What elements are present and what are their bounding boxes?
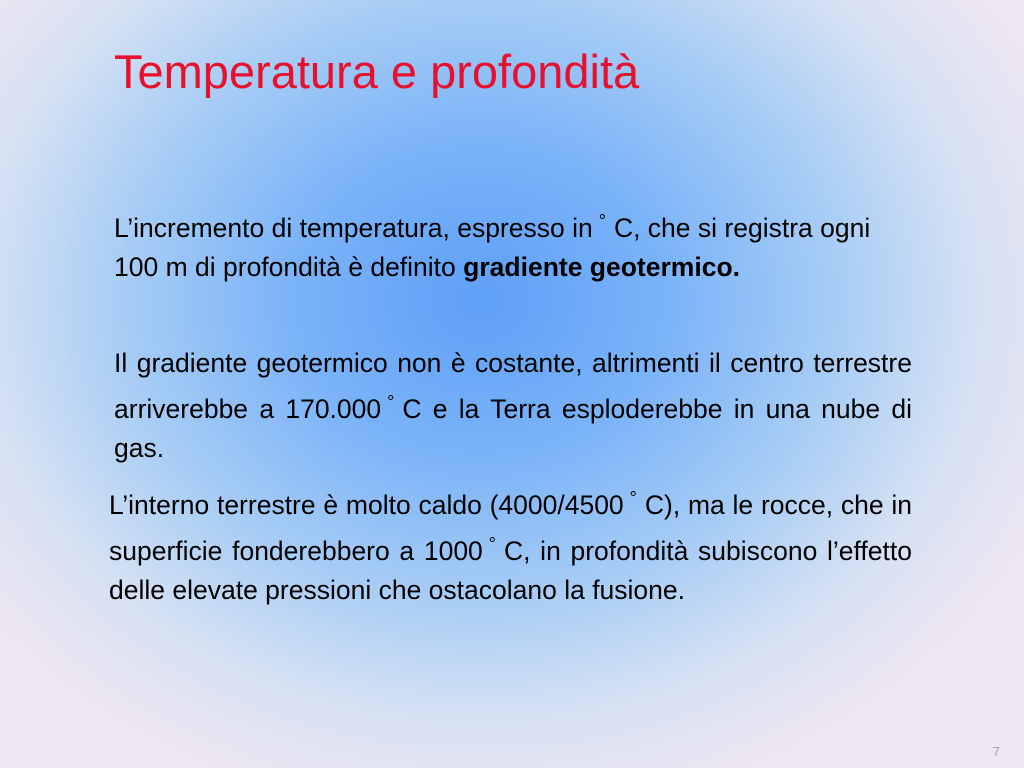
degree-symbol: ° — [598, 211, 606, 231]
bold-term: gradiente geotermico. — [463, 252, 741, 282]
paragraph-gradient-not-constant — [114, 344, 912, 468]
paragraph-text: C e la Terra esploderebbe in una nube di gas. — [114, 394, 913, 463]
paragraph-geothermal-gradient-definition — [114, 202, 914, 287]
paragraph-text: L’incremento di temperatura, espresso in — [114, 213, 593, 243]
degree-symbol: ° — [387, 392, 395, 412]
paragraph-text: C, in profondità subiscono l’effetto delle elevate pressioni che ostacolano la fusione. — [109, 536, 912, 605]
degree-symbol: ° — [488, 534, 496, 554]
degree-symbol: ° — [629, 488, 637, 508]
paragraph-text: C), ma le rocce, che in superficie fonderebbero a 1000 — [109, 490, 912, 566]
paragraph-text: Il gradiente geotermico non è costante, altrimenti il centro terrestre arriverebbe a 170.000 — [114, 348, 912, 424]
slide-title: Temperatura e profondità — [114, 45, 640, 98]
paragraph-text: C, che si registra ogni 100 m di profondità è definito — [114, 213, 871, 282]
paragraph-text: L’interno terrestre è molto caldo (4000/4500 — [109, 490, 624, 520]
paragraph-earth-interior-pressure — [109, 479, 912, 610]
page-number: 7 — [992, 744, 1000, 759]
